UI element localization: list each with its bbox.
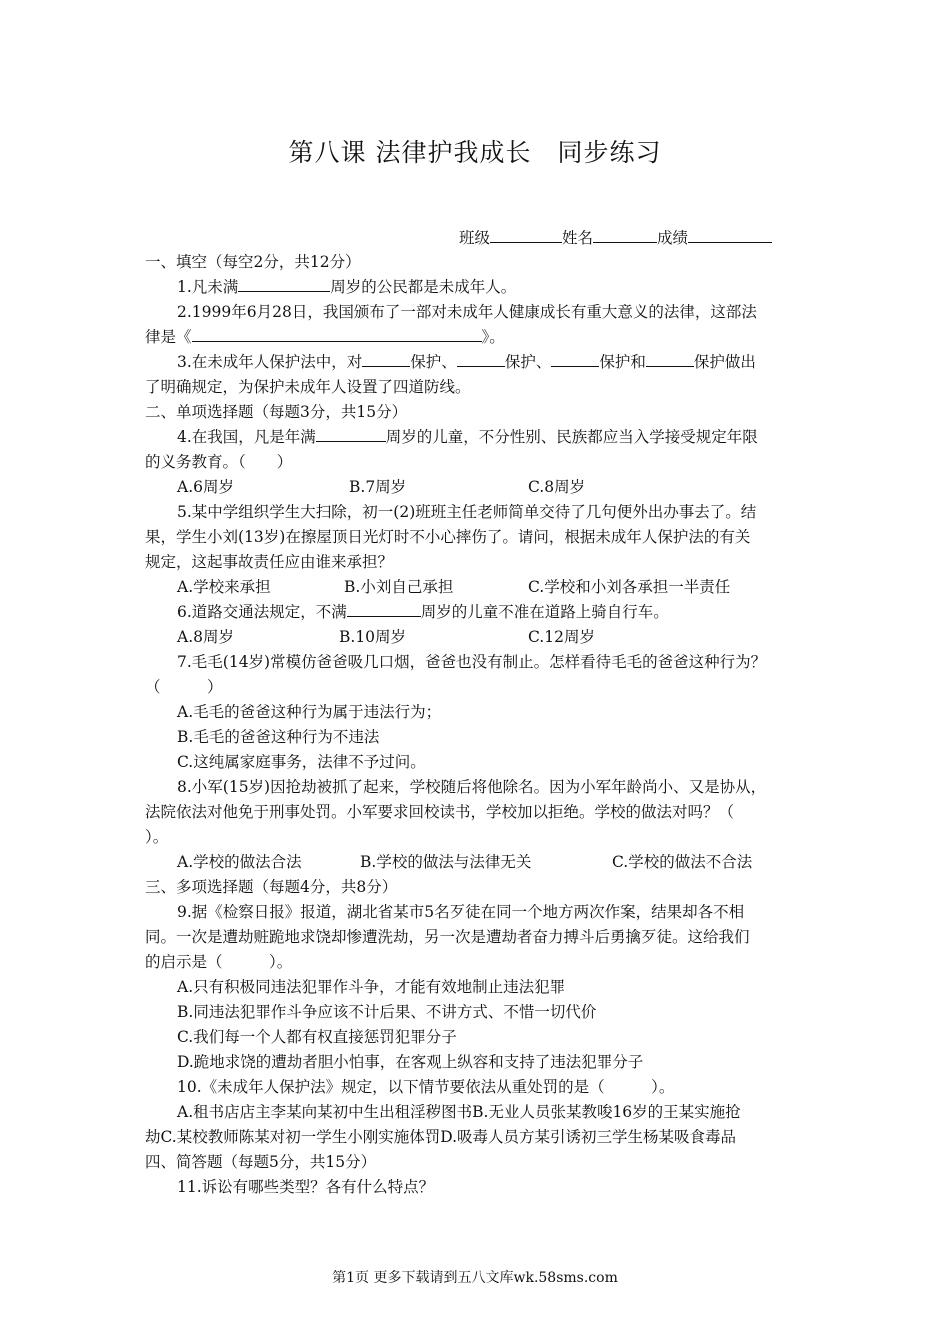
answer-blank[interactable] xyxy=(347,602,421,617)
page-title: 第八课 法律护我成长 同步练习 xyxy=(288,138,662,167)
question-3-line-1: 3.在未成年人保护法中，对 保护、 保护、 保护和 保护做出 xyxy=(177,353,756,371)
answer-blank[interactable] xyxy=(238,277,330,292)
option-c[interactable]: C.我们每一个人都有权直接惩罚犯罪分子 xyxy=(177,1028,457,1046)
option-c[interactable]: C.这纯属家庭事务，法律不予过问。 xyxy=(177,753,426,771)
option-b[interactable]: B.10周岁 xyxy=(339,628,407,646)
option-b[interactable]: B.学校的做法与法律无关 xyxy=(360,853,532,871)
question-10: 10.《未成年人保护法》规定，以下情节要依法从重处罚的是（ ）。 xyxy=(177,1078,675,1096)
question-11: 11.诉讼有哪些类型？各有什么特点？ xyxy=(177,1178,435,1196)
option-a[interactable]: A.8周岁 xyxy=(177,628,234,646)
question-7-line-2: （ ） xyxy=(145,678,223,696)
class-blank[interactable] xyxy=(490,228,562,243)
option-a[interactable]: A.学校的做法合法 xyxy=(177,853,302,871)
question-9-line-3: 的启示是（ ）。 xyxy=(145,953,293,971)
section-2-heading: 二、单项选择题（每题3分，共15分） xyxy=(145,403,408,421)
score-label: 成绩 xyxy=(657,229,689,247)
section-3-heading: 三、多项选择题（每题4分，共8分） xyxy=(145,878,398,896)
page-footer: 第1页 更多下载请到五八文库wk.58sms.com xyxy=(332,1270,618,1286)
answer-blank[interactable] xyxy=(457,352,505,367)
option-c[interactable]: C.8周岁 xyxy=(528,478,586,496)
question-7-line-1: 7.毛毛(14岁)常模仿爸爸吸几口烟，爸爸也没有制止。怎样看待毛毛的爸爸这种行为？ xyxy=(177,653,767,671)
section-4-heading: 四、简答题（每题5分，共15分） xyxy=(145,1153,377,1171)
question-9-line-2: 同。一次是遭劫赃跪地求饶却惨遭洗劫，另一次是遭劫者奋力搏斗后勇擒歹徒。这给我们 xyxy=(145,928,750,946)
question-10-options-line-2: 劫C.某校教师陈某对初一学生小刚实施体罚D.吸毒人员方某引诱初三学生杨某吸食毒品 xyxy=(145,1128,737,1146)
answer-blank[interactable] xyxy=(646,352,694,367)
question-8-line-1: 8.小军(15岁)因抢劫被抓了起来，学校随后将他除名。因为小军年龄尚小、又是协从， xyxy=(177,778,767,796)
option-c[interactable]: C.12周岁 xyxy=(528,628,595,646)
option-c[interactable]: C.学校和小刘各承担一半责任 xyxy=(528,578,731,596)
question-2-line-1: 2.1999年6月28日，我国颁布了一部对未成年人健康成长有重大意义的法律，这部法 xyxy=(177,303,757,321)
score-blank[interactable] xyxy=(688,228,772,243)
student-info-line xyxy=(459,228,772,248)
question-4-line-2: 的义务教育。（ ） xyxy=(145,453,293,471)
option-d[interactable]: D.跪地求饶的遭劫者胆小怕事，在客观上纵容和支持了违法犯罪分子 xyxy=(177,1053,644,1071)
option-c[interactable]: C.学校的做法不合法 xyxy=(612,853,753,871)
answer-blank[interactable] xyxy=(551,352,599,367)
question-8-line-2: 法院依法对他免于刑事处罚。小军要求回校读书，学校加以拒绝。学校的做法对吗？（ xyxy=(145,803,735,821)
question-2-line-2: 律是《 》。 xyxy=(145,328,505,346)
option-a[interactable]: A.只有积极同违法犯罪作斗争，才能有效地制止违法犯罪 xyxy=(177,978,566,996)
question-9-line-1: 9.据《检察日报》报道，湖北省某市5名歹徒在同一个地方两次作案，结果却各不相 xyxy=(177,903,745,921)
question-8-line-3: ）。 xyxy=(145,828,169,846)
option-a[interactable]: A.学校来承担 xyxy=(177,578,271,596)
option-b[interactable]: B.同违法犯罪作斗争应该不计后果、不讲方式、不惜一切代价 xyxy=(177,1003,597,1021)
answer-blank[interactable] xyxy=(362,352,410,367)
section-1-heading: 一、填空（每空2分，共12分） xyxy=(145,253,361,271)
option-a[interactable]: A.6周岁 xyxy=(177,478,234,496)
answer-blank[interactable] xyxy=(192,327,482,342)
question-5-line-1: 5.某中学组织学生大扫除，初一(2)班班主任老师简单交待了几句便外出办事去了。结 xyxy=(177,503,757,521)
question-5-line-3: 规定，这起事故责任应由谁来承担？ xyxy=(145,553,394,571)
name-label: 姓名 xyxy=(562,229,594,247)
option-a[interactable]: A.毛毛的爸爸这种行为属于违法行为； xyxy=(177,703,442,721)
question-4-line-1: 4.在我国，凡是年满 周岁的儿童，不分性别、民族都应当入学接受规定年限 xyxy=(177,428,758,446)
question-10-options-line-1: A.租书店店主李某向某初中生出租淫秽图书B.无业人员张某教唆16岁的王某实施抢 xyxy=(177,1103,741,1121)
answer-blank[interactable] xyxy=(316,427,386,442)
question-6: 6.道路交通法规定，不满 周岁的儿童不准在道路上骑自行车。 xyxy=(177,603,669,621)
option-b[interactable]: B.小刘自己承担 xyxy=(344,578,454,596)
question-1: 1.凡未满 周岁的公民都是未成年人。 xyxy=(177,278,517,296)
class-label: 班级 xyxy=(459,229,491,247)
question-3-line-2: 了明确规定，为保护未成年人设置了四道防线。 xyxy=(145,378,471,396)
option-b[interactable]: B.7周岁 xyxy=(349,478,407,496)
option-b[interactable]: B.毛毛的爸爸这种行为不违法 xyxy=(177,728,380,746)
name-blank[interactable] xyxy=(593,228,657,243)
question-5-line-2: 果，学生小刘(13岁)在擦屋顶日光灯时不小心摔伤了。请问，根据未成年人保护法的有关 xyxy=(145,528,751,546)
